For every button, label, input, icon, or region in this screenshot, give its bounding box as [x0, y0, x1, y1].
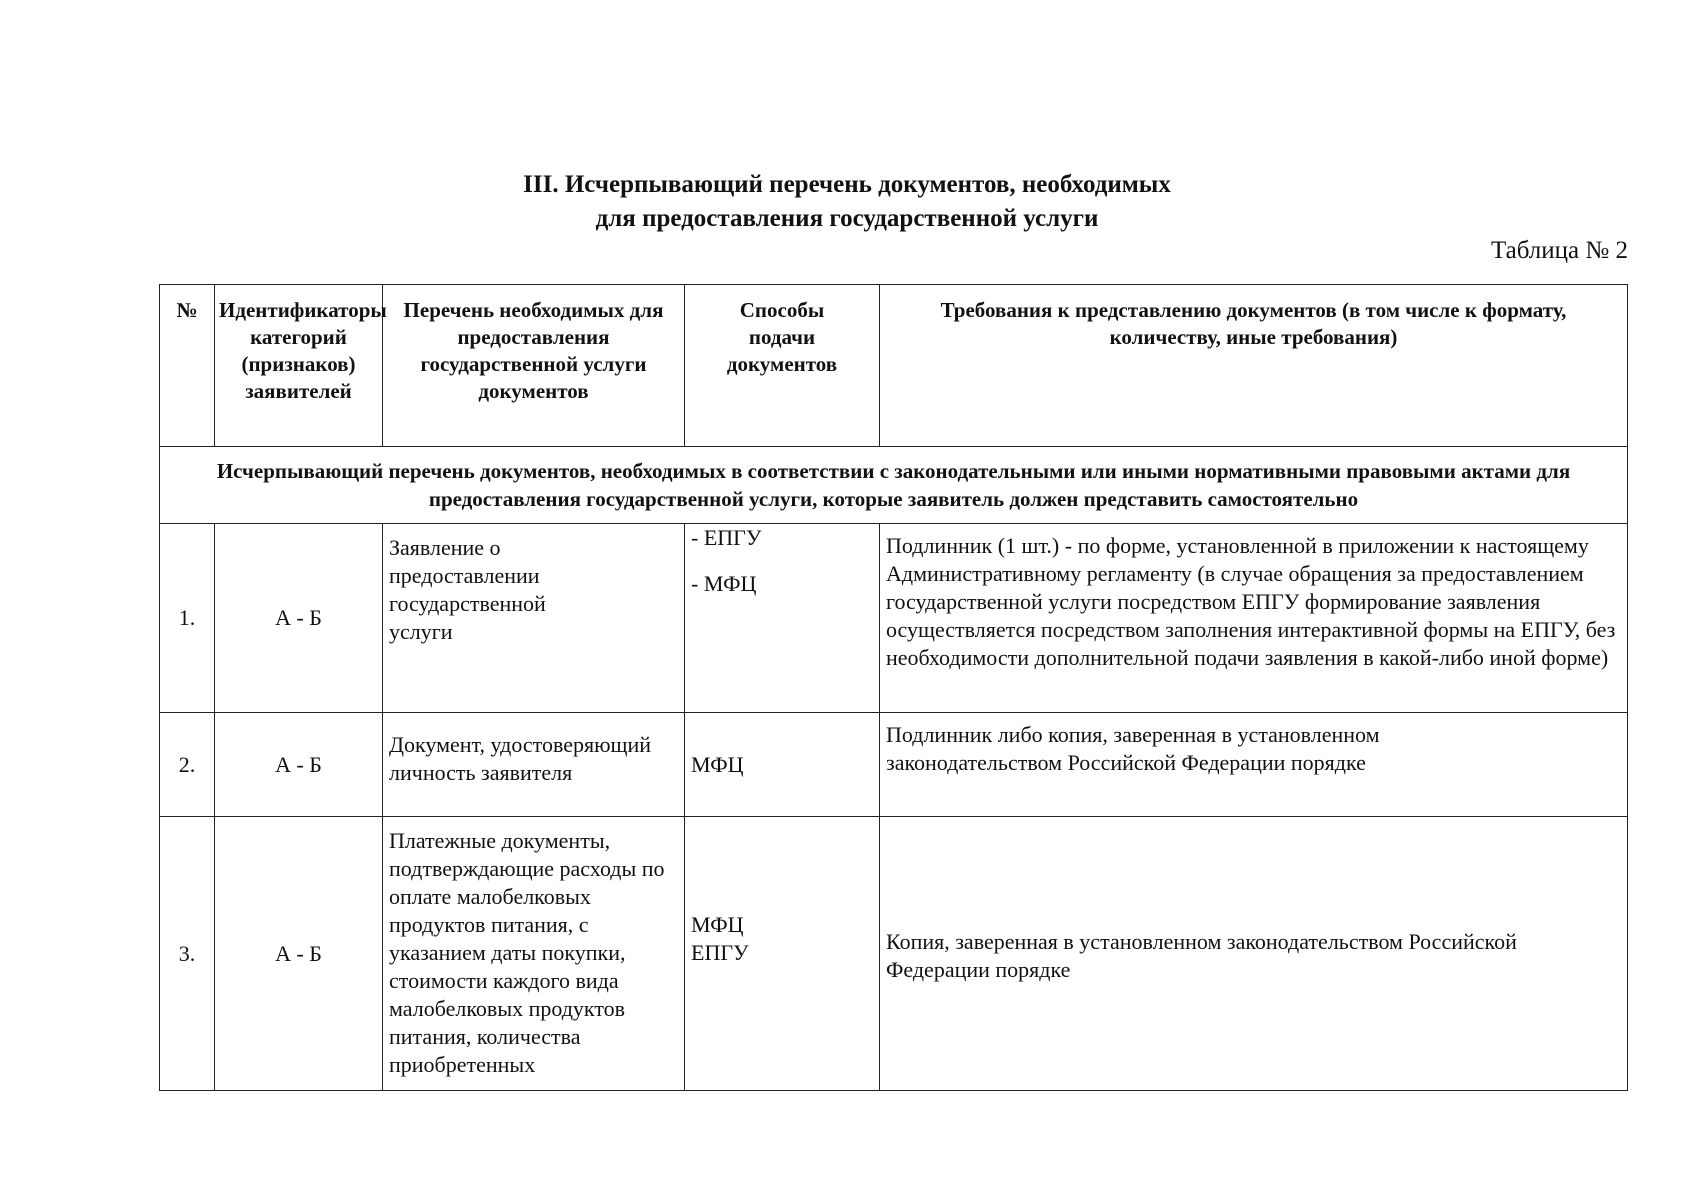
table-header-row [160, 285, 1628, 447]
row-document: Заявление о предоставлении государственной услуги [383, 524, 685, 713]
title-line-2: для предоставления государственной услуги [595, 205, 1099, 232]
table-row [160, 713, 1628, 817]
title-line-1: III. Исчерпывающий перечень документов, необходимых [523, 171, 1171, 198]
section-title: Исчерпывающий перечень документов, необходимых в соответствии с законодательными или иными нормативными правовыми актами для предоставления государственной услуги, которые заявитель должен представить самостоятельно [160, 447, 1628, 524]
section-row [160, 447, 1628, 524]
row-number: 2. [160, 713, 215, 817]
table-row [160, 817, 1628, 1091]
row-methods [685, 713, 880, 817]
header-category: Идентификаторы категорий (признаков) заявителей [215, 285, 383, 447]
header-methods: Способы подачи документов [685, 285, 880, 447]
row-category: А - Б [215, 524, 383, 713]
header-document: Перечень необходимых для предоставления государственной услуги документов [383, 285, 685, 447]
table-number: Таблица № 2 [1490, 237, 1628, 264]
method-item: МФЦ [691, 751, 744, 777]
row-document: Платежные документы, подтверждающие расходы по оплате малобелковых продуктов питания, с указанием даты покупки, стоимости каждого вида малобелковых продуктов питания, количества приобретенных [383, 817, 685, 1091]
row-requirements: Подлинник (1 шт.) - по форме, установленной в приложении к настоящему Административному регламенту (в случае обращения за предоставлением государственной услуги посредством ЕПГУ формирование заявления осуществляется посредством заполнения интерактивной формы на ЕПГУ, без необходимости дополнительной подачи заявления в какой-либо иной форме) [880, 524, 1628, 713]
table-row [160, 524, 1628, 713]
row-requirements: Подлинник либо копия, заверенная в установленном законодательством Российской Федерации порядке [880, 713, 1628, 817]
row-number: 3. [160, 817, 215, 1091]
document-title [0, 168, 1694, 236]
row-requirements: Копия, заверенная в установленном законодательством Российской Федерации порядке [880, 817, 1628, 1091]
method-item: - МФЦ [691, 571, 757, 596]
row-methods [685, 524, 880, 713]
row-methods [685, 817, 880, 1091]
header-requirements: Требования к представлению документов (в том числе к формату, количеству, иные требования) [880, 285, 1628, 447]
header-number: № [160, 285, 215, 447]
row-category: А - Б [215, 817, 383, 1091]
row-document: Документ, удостоверяющий личность заявителя [383, 713, 685, 817]
row-number: 1. [160, 524, 215, 713]
method-item: - ЕПГУ [691, 525, 762, 550]
method-item: ЕПГУ [691, 939, 749, 965]
row-category: А - Б [215, 713, 383, 817]
documents-table [159, 284, 1628, 1091]
method-item: МФЦ [691, 911, 744, 937]
